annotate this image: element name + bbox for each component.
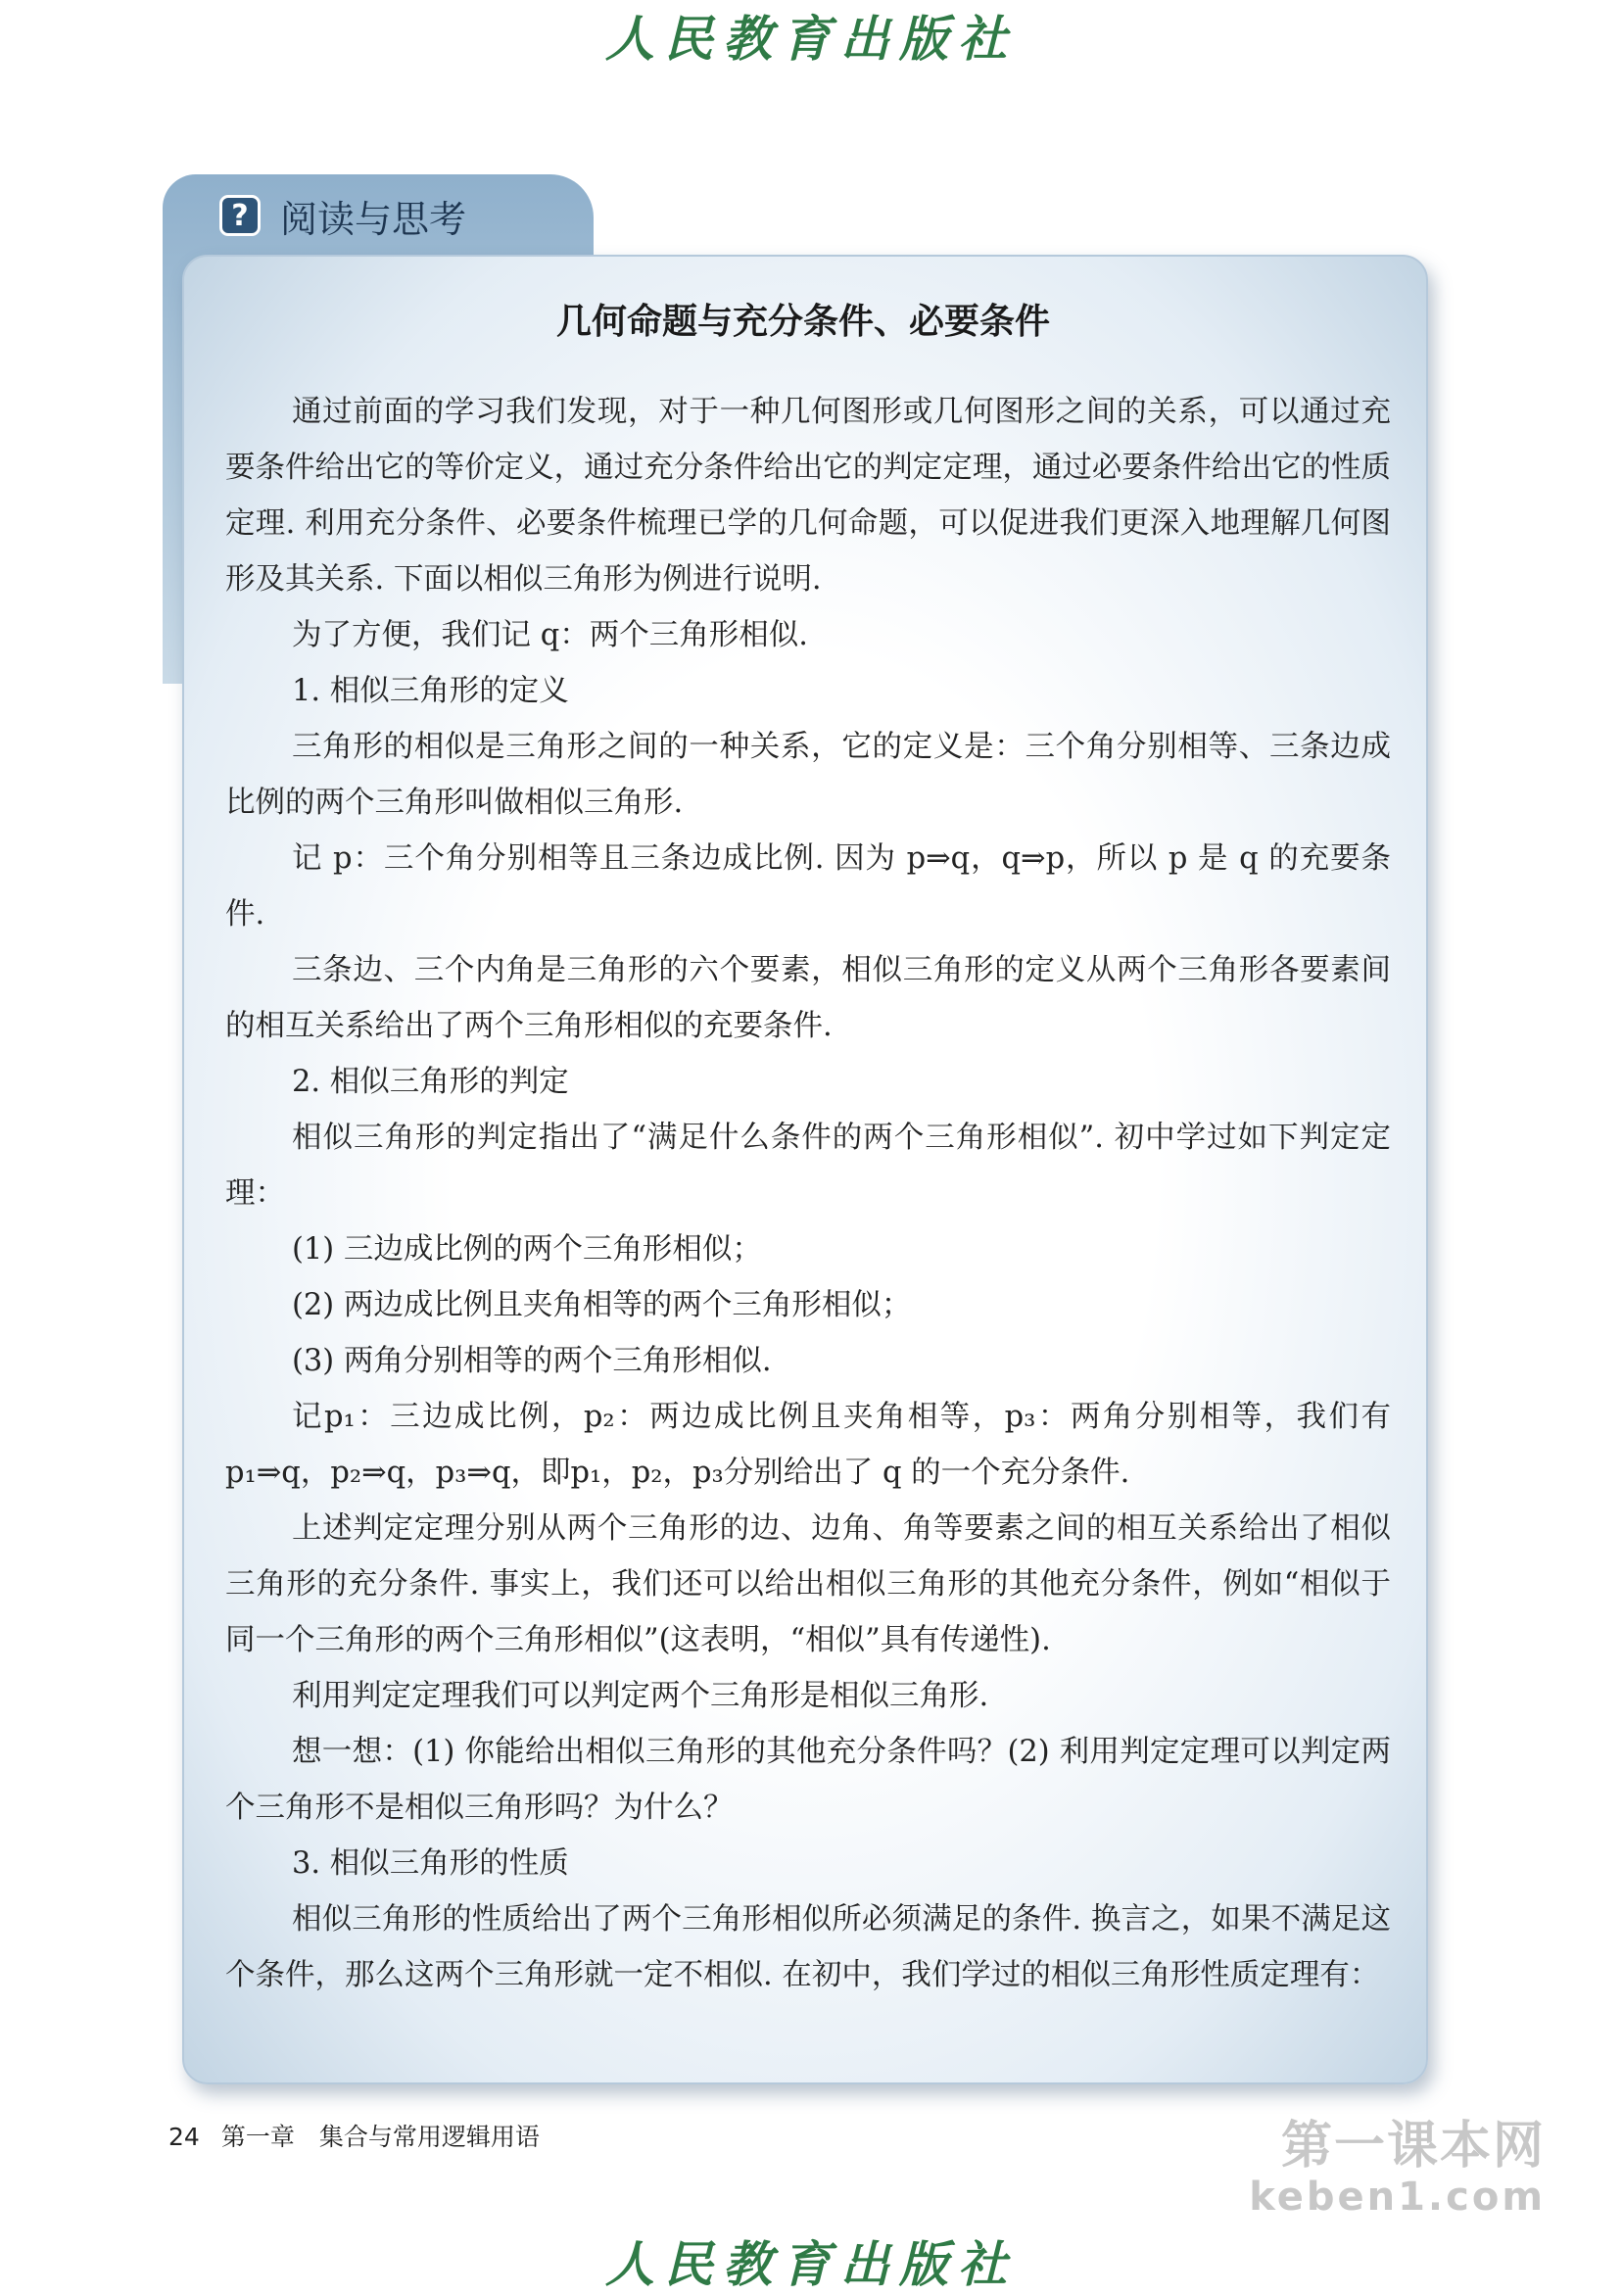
section-tab-label: 阅读与思考 xyxy=(280,197,467,241)
list-item: (3) 两角分别相等的两个三角形相似. xyxy=(292,1344,772,1378)
article-body xyxy=(225,384,1391,2003)
watermark-text: 第一课本网 xyxy=(1280,2117,1546,2176)
paragraph: 三角形的相似是三角形之间的一种关系，它的定义是：三个角分别相等、三条边成比例的两个三角形叫做相似三角形. xyxy=(225,730,1391,820)
section-tab-title xyxy=(227,186,466,245)
paragraph: 相似三角形的判定指出了“满足什么条件的两个三角形相似”. 初中学过如下判定定理： xyxy=(225,1121,1391,1211)
paragraph: 通过前面的学习我们发现，对于一种几何图形或几何图形之间的关系，可以通过充要条件给出它的等价定义，通过充分条件给出它的判定定理，通过必要条件给出它的性质定理. 利用充分条件、必要条件梳理已学的几何命题，可以促进我们更深入地理解几何图形及其关系. 下面以相似三角形为例进行说明. xyxy=(225,395,1391,597)
paragraph: 三条边、三个内角是三角形的六个要素，相似三角形的定义从两个三角形各要素间的相互关系给出了两个三角形相似的充要条件. xyxy=(225,953,1391,1043)
section-heading: 1. 相似三角形的定义 xyxy=(292,674,569,708)
question-book-icon: ? xyxy=(219,195,261,236)
publisher-logo-top: 人民教育出版社 xyxy=(605,10,1017,68)
paragraph: 上述判定定理分别从两个三角形的边、边角、角等要素之间的相互关系给出了相似三角形的充分条件. 事实上，我们还可以给出相似三角形的其他充分条件，例如“相似于同一个三角形的两个三角形相似”(这表明，“相似”具有传递性). xyxy=(225,1511,1391,1657)
paragraph: 为了方便，我们记 q：两个三角形相似. xyxy=(292,618,808,652)
list-item: (2) 两边成比例且夹角相等的两个三角形相似； xyxy=(292,1288,912,1322)
paragraph: 想一想：(1) 你能给出相似三角形的其他充分条件吗？(2) 利用判定定理可以判定两个三角形不是相似三角形吗？为什么？ xyxy=(225,1735,1391,1825)
paragraph: 利用判定定理我们可以判定两个三角形是相似三角形. xyxy=(292,1679,989,1713)
section-heading: 3. 相似三角形的性质 xyxy=(292,1846,569,1881)
list-item: (1) 三边成比例的两个三角形相似； xyxy=(292,1232,762,1267)
article-title: 几何命题与充分条件、必要条件 xyxy=(555,302,1050,342)
chapter-title: 第一章 集合与常用逻辑用语 xyxy=(220,2123,540,2151)
section-heading: 2. 相似三角形的判定 xyxy=(292,1065,569,1099)
watermark-url: keben1.com xyxy=(1249,2175,1546,2220)
publisher-logo-bottom: 人民教育出版社 xyxy=(605,2235,1017,2293)
page-number: 24 xyxy=(168,2123,200,2151)
paragraph: 记p₁：三边成比例，p₂：两边成比例且夹角相等，p₃：两角分别相等，我们有p₁⇒q，p₂⇒q，p₃⇒q，即p₁，p₂，p₃分别给出了 q 的一个充分条件. xyxy=(225,1400,1391,1490)
paragraph: 记 p：三个角分别相等且三条边成比例. 因为 p⇒q，q⇒p，所以 p 是 q 的充要条件. xyxy=(225,841,1391,932)
paragraph: 相似三角形的性质给出了两个三角形相似所必须满足的条件. 换言之，如果不满足这个条件，那么这两个三角形就一定不相似. 在初中，我们学过的相似三角形性质定理有： xyxy=(225,1902,1391,1992)
page-footer xyxy=(168,2118,540,2153)
